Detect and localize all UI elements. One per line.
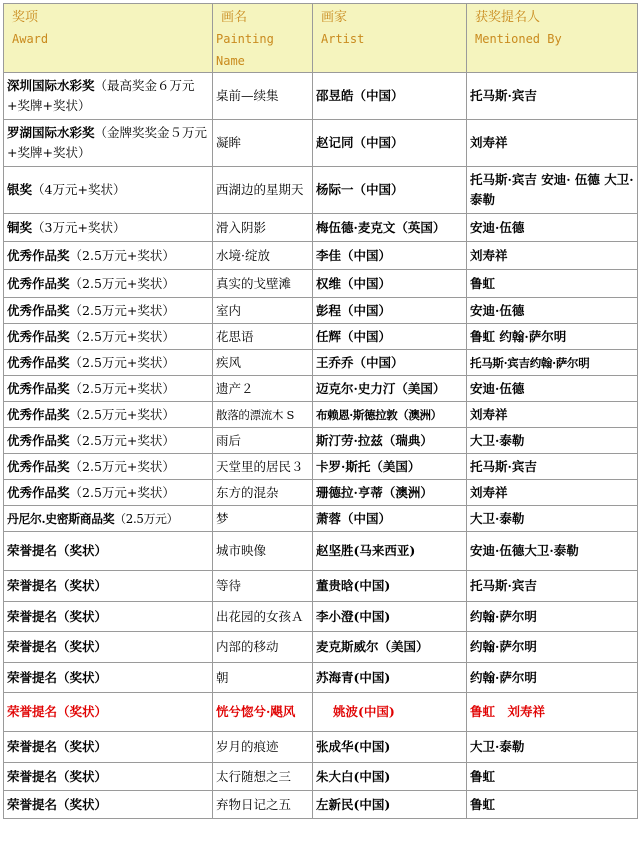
painting-cell: 恍兮惚兮·飓风 — [213, 693, 313, 732]
mentioned-cell: 托马斯·宾吉 — [467, 571, 638, 602]
award-cell — [4, 763, 213, 791]
header-painting-cn: 画名 — [221, 10, 248, 25]
artist-cell: 麦克斯威尔（美国） — [313, 632, 467, 663]
mentioned-cell: 安迪·伍德大卫·泰勒 — [467, 532, 638, 571]
artist-cell: 李佳（中国） — [313, 242, 467, 270]
award-cell — [4, 480, 213, 506]
artist-cell: 苏海青(中国) — [313, 663, 467, 693]
mentioned-cell: 安迪·伍德 — [467, 298, 638, 324]
award-detail: （3万元+奖状） — [32, 219, 126, 235]
artist-cell: 彭程（中国） — [313, 298, 467, 324]
header-artist-cn: 画家 — [321, 10, 348, 25]
header-artist — [313, 4, 467, 73]
header-artist-en: Artist — [321, 32, 365, 46]
artist-cell: 邵昱皓（中国） — [313, 73, 467, 120]
painting-cell: 等待 — [213, 571, 313, 602]
award-main: 优秀作品奖 — [7, 432, 70, 448]
award-main: 优秀作品奖 — [7, 484, 70, 500]
mentioned-cell: 鲁虹 — [467, 791, 638, 819]
painting-cell: 水境·绽放 — [213, 242, 313, 270]
award-main: 铜奖 — [7, 219, 33, 235]
table-row — [4, 763, 638, 791]
header-award — [4, 4, 213, 73]
award-detail: （2.5万元+奖状） — [69, 406, 175, 422]
header-award-en: Award — [12, 32, 49, 46]
award-cell — [4, 298, 213, 324]
award-cell — [4, 120, 213, 167]
award-main: 优秀作品奖 — [7, 458, 70, 474]
header-mentioned-en: Mentioned By — [475, 32, 562, 46]
painting-cell: 凝眸 — [213, 120, 313, 167]
table-row — [4, 632, 638, 663]
award-main: 优秀作品奖 — [7, 380, 70, 396]
painting-cell: 岁月的痕迹 — [213, 732, 313, 763]
painting-cell: 梦 — [213, 506, 313, 532]
artist-cell: 任辉（中国） — [313, 324, 467, 350]
painting-cell: 疾风 — [213, 350, 313, 376]
mentioned-cell: 鲁虹 约翰·萨尔明 — [467, 324, 638, 350]
award-main: 荣誉提名（奖状） — [7, 739, 108, 754]
award-cell — [4, 506, 213, 532]
table-row — [4, 324, 638, 350]
award-cell — [4, 693, 213, 732]
painting-cell: 遗产２ — [213, 376, 313, 402]
painting-cell: 真实的戈壁滩 — [213, 270, 313, 298]
header-painting-en: Painting Name — [216, 32, 274, 68]
table-row — [4, 532, 638, 571]
award-cell — [4, 602, 213, 632]
table-row — [4, 350, 638, 376]
award-detail: （2.5万元+奖状） — [69, 354, 175, 370]
artist-cell: 董贵晗(中国) — [313, 571, 467, 602]
table-row — [4, 571, 638, 602]
painting-cell: 散落的漂流木 S — [213, 402, 313, 428]
artist-cell: 迈克尔·史力汀（美国） — [313, 376, 467, 402]
award-main: 荣誉提名（奖状） — [7, 578, 108, 593]
table-row — [4, 454, 638, 480]
award-main: 优秀作品奖 — [7, 328, 70, 344]
mentioned-cell: 托马斯·宾吉约翰·萨尔明 — [467, 350, 638, 376]
award-main: 荣誉提名（奖状） — [7, 796, 108, 812]
award-cell — [4, 73, 213, 120]
award-detail: （2.5万元） — [114, 511, 179, 526]
award-detail: （2.5万元+奖状） — [69, 432, 175, 448]
mentioned-cell: 约翰·萨尔明 — [467, 663, 638, 693]
award-cell — [4, 791, 213, 819]
artist-cell: 赵记同（中国） — [313, 120, 467, 167]
award-detail: （4万元+奖状） — [32, 182, 126, 197]
painting-cell: 西湖边的星期天 — [213, 167, 313, 214]
award-main: 优秀作品奖 — [7, 302, 70, 318]
award-cell — [4, 532, 213, 571]
award-cell — [4, 663, 213, 693]
award-main: 丹尼尔.史密斯商品奖 — [7, 511, 115, 526]
mentioned-cell: 刘寿祥 — [467, 242, 638, 270]
award-cell — [4, 376, 213, 402]
award-detail: （金牌奖奖金５万元+奖牌+奖状） — [7, 125, 208, 160]
artist-cell: 朱大白(中国) — [313, 763, 467, 791]
header-mentioned — [467, 4, 638, 73]
award-cell — [4, 632, 213, 663]
award-cell — [4, 242, 213, 270]
painting-cell: 弃物日记之五 — [213, 791, 313, 819]
award-detail: （2.5万元+奖状） — [69, 302, 175, 318]
painting-cell: 滑入阴影 — [213, 214, 313, 242]
painting-cell: 天堂里的居民３ — [213, 454, 313, 480]
award-cell — [4, 270, 213, 298]
table-row — [4, 270, 638, 298]
table-row — [4, 214, 638, 242]
mentioned-cell: 托马斯·宾吉 — [467, 454, 638, 480]
table-row — [4, 663, 638, 693]
mentioned-cell: 鲁虹 — [467, 270, 638, 298]
artist-cell: 左新民(中国) — [313, 791, 467, 819]
artist-cell: 李小澄(中国) — [313, 602, 467, 632]
artist-cell: 卡罗·斯托（美国） — [313, 454, 467, 480]
award-main: 荣誉提名（奖状） — [7, 704, 108, 719]
mentioned-cell: 大卫·泰勒 — [467, 732, 638, 763]
painting-cell: 内部的移动 — [213, 632, 313, 663]
award-cell — [4, 167, 213, 214]
mentioned-cell: 刘寿祥 — [467, 402, 638, 428]
artist-cell: 萧蓉（中国） — [313, 506, 467, 532]
mentioned-cell: 安迪·伍德 — [467, 214, 638, 242]
mentioned-cell: 托马斯·宾吉 — [467, 73, 638, 120]
award-main: 优秀作品奖 — [7, 247, 70, 263]
mentioned-cell: 刘寿祥 — [467, 480, 638, 506]
artist-cell: 梅伍德·麦克文（英国） — [313, 214, 467, 242]
artist-cell: 杨际一（中国） — [313, 167, 467, 214]
painting-cell: 出花园的女孩Ａ — [213, 602, 313, 632]
award-cell — [4, 732, 213, 763]
award-main: 优秀作品奖 — [7, 275, 70, 291]
header-painting — [213, 4, 313, 73]
painting-cell: 城市映像 — [213, 532, 313, 571]
award-detail: （2.5万元+奖状） — [69, 328, 175, 344]
header-mentioned-cn: 获奖提名人 — [475, 10, 541, 25]
table-row — [4, 73, 638, 120]
award-cell — [4, 324, 213, 350]
table-row — [4, 242, 638, 270]
artist-cell: 赵坚胜(马来西亚) — [313, 532, 467, 571]
painting-cell: 桌前—续集 — [213, 73, 313, 120]
painting-cell: 太行随想之三 — [213, 763, 313, 791]
table-row — [4, 298, 638, 324]
award-main: 优秀作品奖 — [7, 406, 70, 422]
awards-table — [3, 3, 638, 819]
painting-cell: 室内 — [213, 298, 313, 324]
artist-cell: 斯汀劳·拉兹（瑞典） — [313, 428, 467, 454]
painting-cell: 花思语 — [213, 324, 313, 350]
award-main: 荣誉提名（奖状） — [7, 768, 108, 784]
painting-cell: 朝 — [213, 663, 313, 693]
award-main: 荣誉提名（奖状） — [7, 608, 108, 624]
award-cell — [4, 402, 213, 428]
award-detail: （2.5万元+奖状） — [69, 380, 175, 396]
table-row-highlighted — [4, 693, 638, 732]
table-row — [4, 402, 638, 428]
table-row — [4, 506, 638, 532]
artist-cell: 布赖恩·斯德拉敦（澳洲） — [313, 402, 467, 428]
table-row — [4, 791, 638, 819]
table-row — [4, 480, 638, 506]
award-detail: （2.5万元+奖状） — [69, 275, 175, 291]
artist-cell: 权维（中国） — [313, 270, 467, 298]
painting-cell: 东方的混杂 — [213, 480, 313, 506]
award-main: 荣誉提名（奖状） — [7, 543, 108, 558]
table-row — [4, 120, 638, 167]
mentioned-cell: 刘寿祥 — [467, 120, 638, 167]
award-cell — [4, 571, 213, 602]
painting-cell: 雨后 — [213, 428, 313, 454]
mentioned-cell: 安迪·伍德 — [467, 376, 638, 402]
award-detail: （2.5万元+奖状） — [69, 247, 175, 263]
award-main: 罗湖国际水彩奖 — [7, 125, 95, 140]
award-cell — [4, 454, 213, 480]
mentioned-cell: 大卫·泰勒 — [467, 428, 638, 454]
mentioned-cell: 约翰·萨尔明 — [467, 632, 638, 663]
header-award-cn: 奖项 — [12, 10, 39, 25]
award-main: 银奖 — [7, 182, 33, 197]
mentioned-cell: 约翰·萨尔明 — [467, 602, 638, 632]
award-cell — [4, 214, 213, 242]
award-main: 优秀作品奖 — [7, 354, 70, 370]
table-row — [4, 732, 638, 763]
award-main: 荣誉提名（奖状） — [7, 669, 108, 685]
artist-cell: 张成华(中国) — [313, 732, 467, 763]
artist-cell: 珊德拉·亨蒂（澳洲） — [313, 480, 467, 506]
award-detail: （2.5万元+奖状） — [69, 458, 175, 474]
table-row — [4, 428, 638, 454]
artist-cell: 王乔乔（中国） — [313, 350, 467, 376]
award-cell — [4, 350, 213, 376]
mentioned-cell: 鲁虹 — [467, 763, 638, 791]
award-detail: （最高奖金６万元+奖牌+奖状） — [7, 78, 195, 113]
mentioned-cell: 托马斯·宾吉 安迪· 伍德 大卫·泰勒 — [467, 167, 638, 214]
table-row — [4, 602, 638, 632]
table-row — [4, 376, 638, 402]
mentioned-cell: 鲁虹 刘寿祥 — [467, 693, 638, 732]
mentioned-cell: 大卫·泰勒 — [467, 506, 638, 532]
award-main: 深圳国际水彩奖 — [7, 78, 95, 93]
table-row — [4, 167, 638, 214]
artist-cell: 姚波(中国) — [313, 693, 467, 732]
award-main: 荣誉提名（奖状） — [7, 639, 108, 654]
award-cell — [4, 428, 213, 454]
award-detail: （2.5万元+奖状） — [69, 484, 175, 500]
table-header-row — [4, 4, 638, 73]
